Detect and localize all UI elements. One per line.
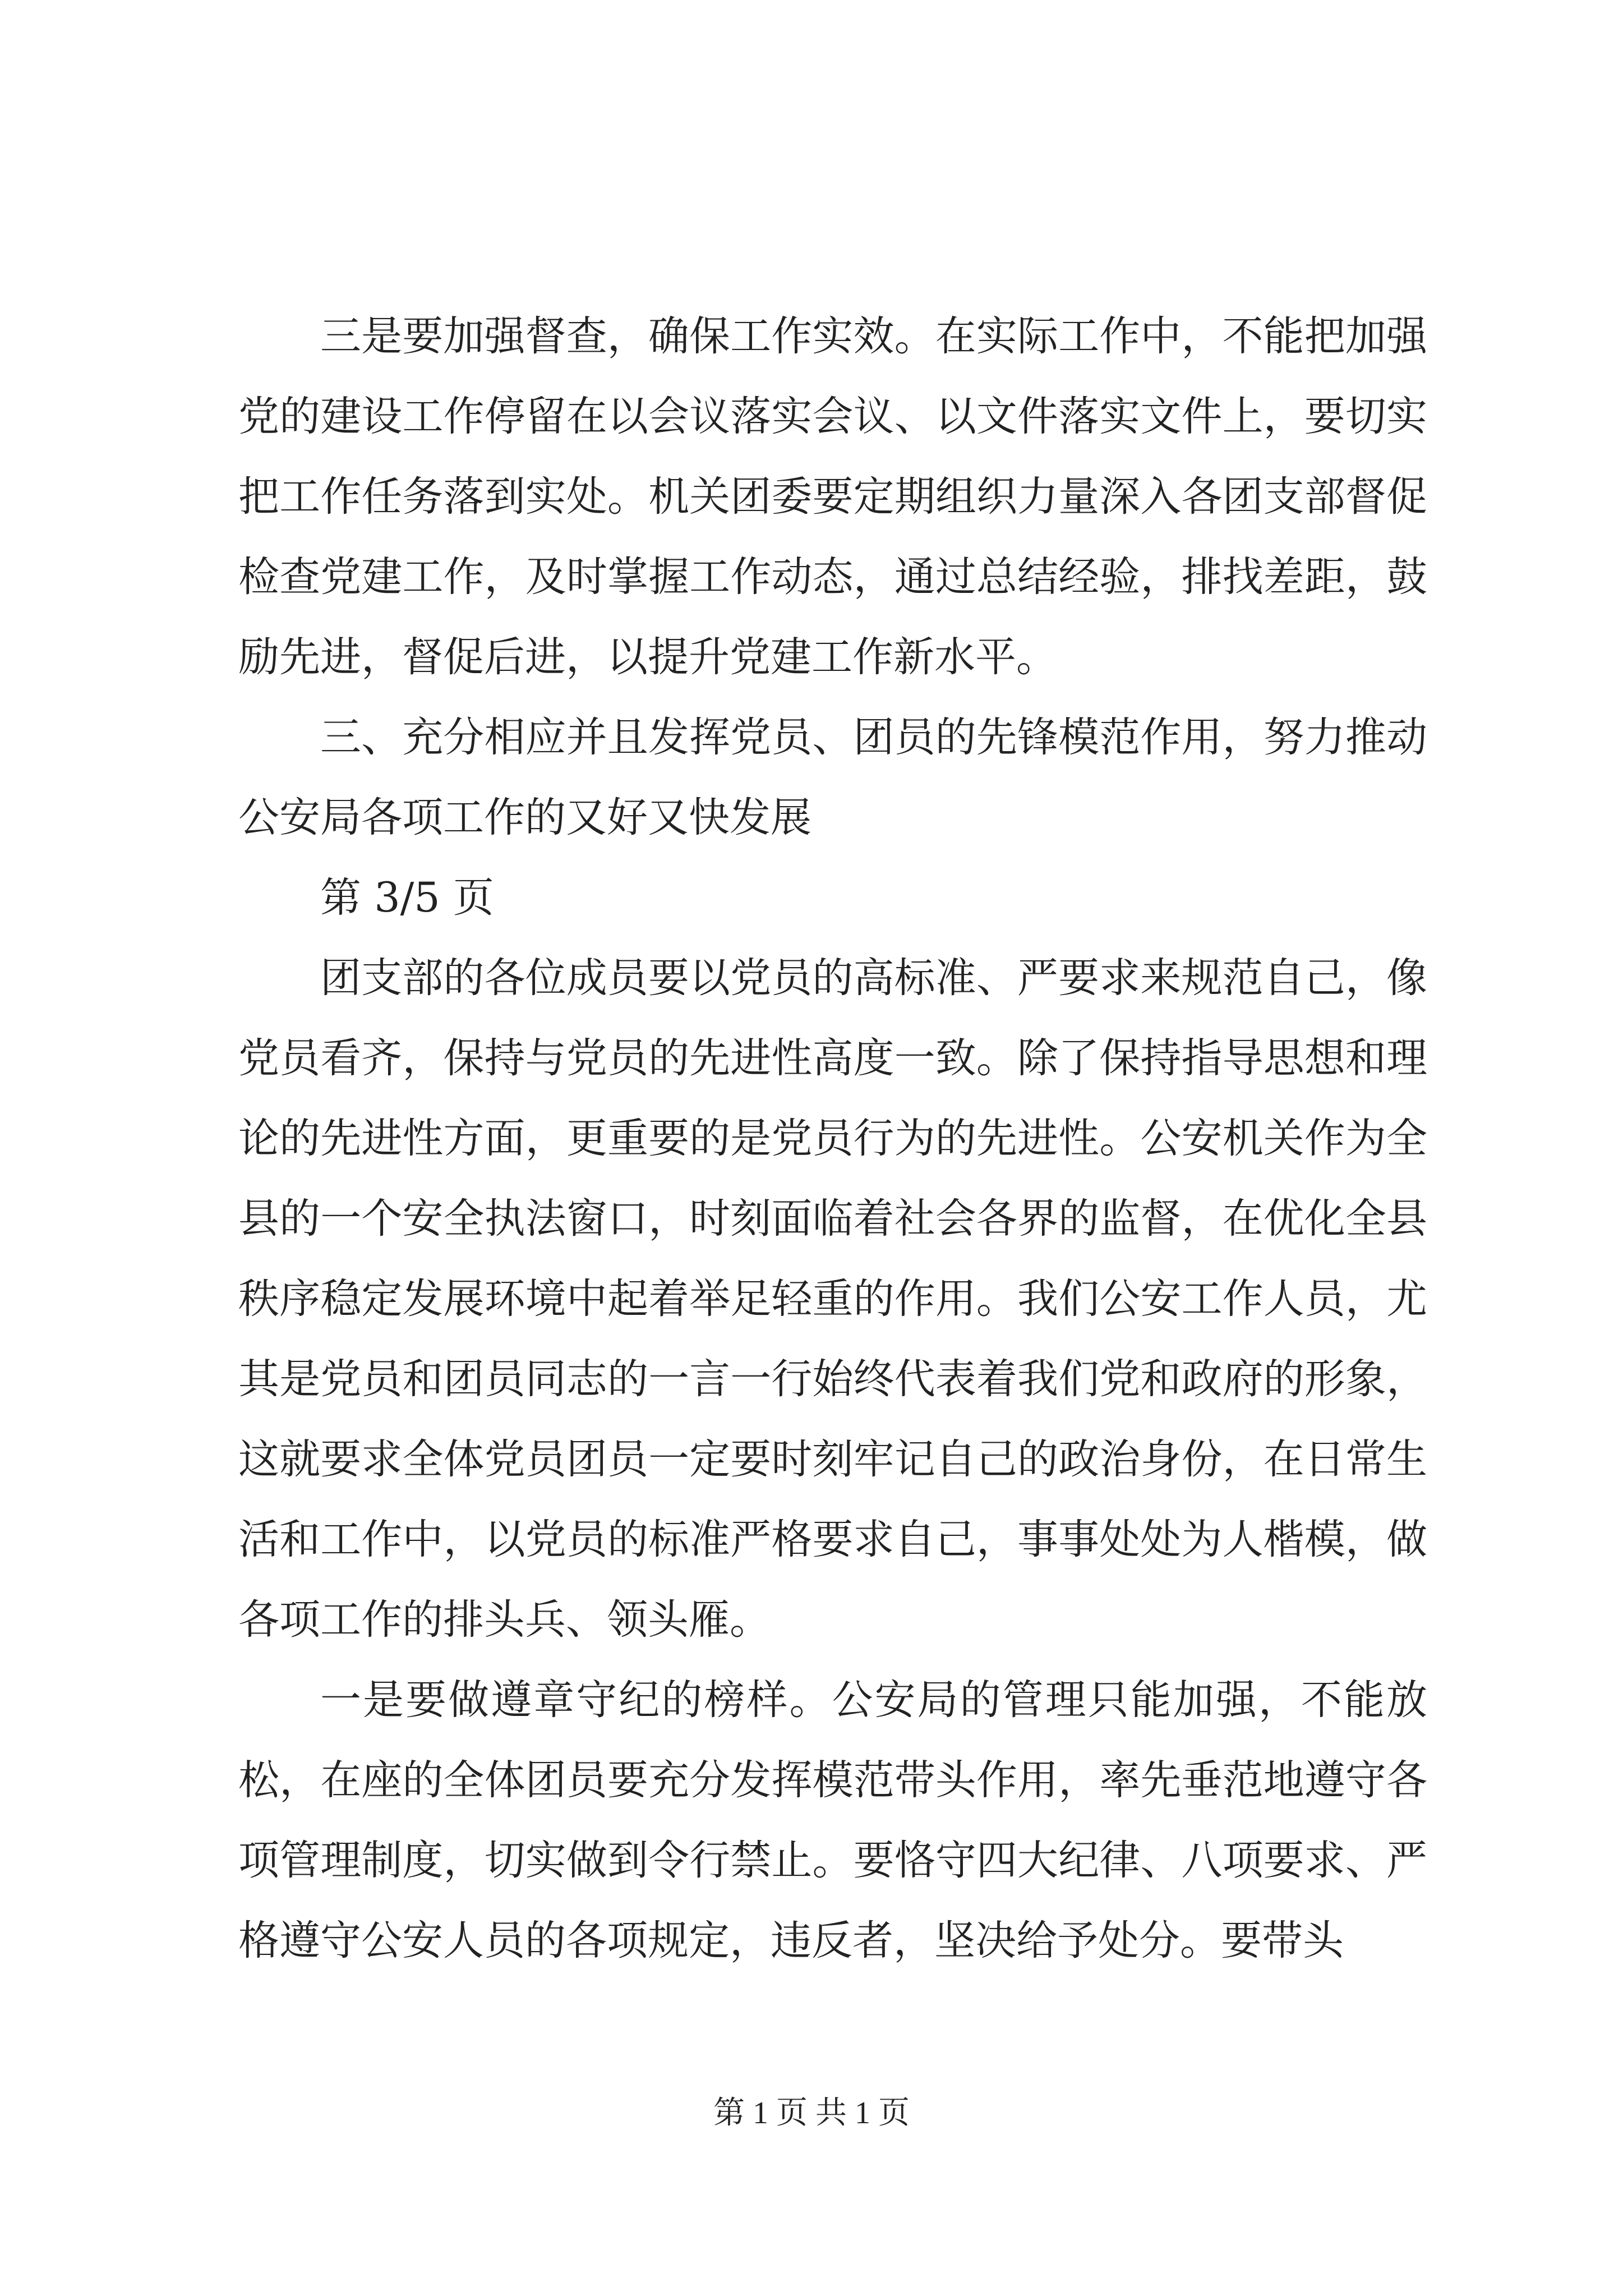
paragraph-supervision: 三是要加强督查，确保工作实效。在实际工作中，不能把加强党的建设工作停留在以会议落实会议、以文件落实文件上，要切实把工作任务落到实处。机关团委要定期组织力量深入各团支部督促检查党建工作，及时掌握工作动态，通过总结经验，排找差距，鼓励先进，督促后进，以提升党建工作新水平。 xyxy=(238,312,1427,681)
inline-page-marker: 第 3/5 页 xyxy=(320,874,494,922)
paragraph-party-standards: 团支部的各位成员要以党员的高标准、严要求来规范自己，像党员看齐，保持与党员的先进性高度一致。除了保持指导思想和理论的先进性方面，更重要的是党员行为的先进性。公安机关作为全县的一个安全执法窗口，时刻面临着社会各界的监督，在优化全县秩序稳定发展环境中起着举足轻重的作用。我们公安工作人员，尤其是党员和团员同志的一言一行始终代表着我们党和政府的形象，这就要求全体党员团员一定要时刻牢记自己的政治身份，在日常生活和工作中，以党员的标准严格要求自己，事事处处为人楷模，做各项工作的排头兵、领头雁。 xyxy=(238,954,1427,1644)
paragraph-discipline-example: 一是要做遵章守纪的榜样。公安局的管理只能加强，不能放松，在座的全体团员要充分发挥模范带头作用，率先垂范地遵守各项管理制度，切实做到令行禁止。要恪守四大纪律、八项要求、严格遵守公安人员的各项规定，违反者，坚决给予处分。要带头 xyxy=(238,1676,1427,1964)
section-heading-three: 三、充分相应并且发挥党员、团员的先锋模范作用，努力推动公安局各项工作的又好又快发展 xyxy=(238,714,1427,841)
document-body xyxy=(238,296,1427,1981)
page-footer: 第 1 页 共 1 页 xyxy=(713,2096,910,2131)
